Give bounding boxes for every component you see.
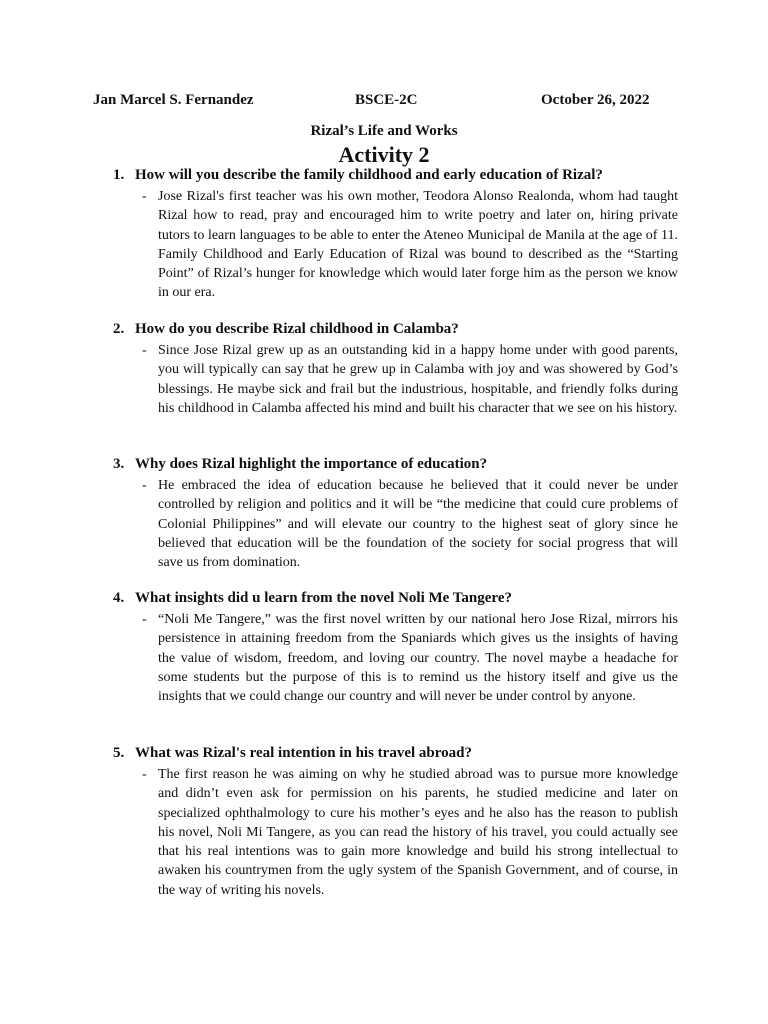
bullet-dash: - — [142, 612, 147, 627]
question-text: What was Rizal's real intention in his travel abroad? — [135, 745, 472, 761]
question-text: How will you describe the family childhood and early education of Rizal? — [135, 167, 603, 183]
answer-text: “Noli Me Tangere,” was the first novel written by our national hero Jose Rizal, mirrors his persistence in attaining freedom from the Spaniards which gives us the insights of having the value of wisdom, freedom, and loving our country. The novel maybe a headache for some students but the purpose of this is to remind us the history itself and give us the insights that we could change our country and will never be under control by anyone. — [158, 612, 678, 705]
question-number: 2. — [113, 321, 125, 337]
question-text: Why does Rizal highlight the importance of education? — [135, 456, 488, 472]
question-number: 1. — [113, 167, 125, 183]
answer-text: Since Jose Rizal grew up as an outstanding kid in a happy home under with good parents, you will typically can say that he grew up in Calamba with joy and was showered by God’s blessings. He maybe sick and frail but the industrious, hospitable, and friendly folks during his childhood in Calamba affected his mind and built his character that we see on his history. — [158, 343, 678, 416]
question-5 — [113, 745, 472, 762]
answer-text: Jose Rizal's first teacher was his own mother, Teodora Alonso Realonda, whom had taught Rizal how to read, pray and encouraged him to write poetry and later on, hiring private tutors to learn languages to be able to enter the Ateneo Municipal de Manila at the age of 11. Family Childhood and Early Education of Rizal was bound to described as the “Starting Point” of Rizal’s hunger for knowledge which would later forge him as the person we know in our era. — [158, 189, 678, 301]
document-date: October 26, 2022 — [541, 92, 650, 108]
subject-title: Rizal’s Life and Works — [310, 123, 458, 139]
question-text: How do you describe Rizal childhood in Calamba? — [135, 321, 459, 337]
bullet-dash: - — [142, 478, 147, 493]
question-number: 3. — [113, 456, 125, 472]
question-number: 5. — [113, 745, 125, 761]
answer-text: He embraced the idea of education because he believed that it could never be under controlled by religion and politics and it will be “the medicine that could cure problems of Colonial Philippines” and will elevate our country to the highest seat of glory since he believed that education will be the foundation of the society for social progress that will save us from domination. — [158, 478, 678, 571]
question-3 — [113, 456, 487, 473]
bullet-dash: - — [142, 343, 147, 358]
question-4 — [113, 590, 512, 607]
bullet-dash: - — [142, 767, 147, 782]
student-name: Jan Marcel S. Fernandez — [93, 92, 254, 108]
header-row — [0, 92, 768, 114]
course-section: BSCE-2C — [355, 92, 418, 108]
activity-title: Activity 2 — [338, 142, 430, 167]
question-1 — [113, 167, 603, 184]
question-number: 4. — [113, 590, 125, 606]
answer-text: The first reason he was aiming on why he studied abroad was to pursue more knowledge and didn’t even ask for permission on his parents, he studied medicine and later on specialized ophthalmology to cure his mother’s eyes and he also has the reason to publish his novel, Noli Mi Tangere, as you can read the history of his travel, you could actually see that his real intentions was to gain more knowledge and build his strong intellectual to awaken his countrymen from the ugly system of the Spanish Government, and of course, in the way of writing his novels. — [158, 767, 678, 898]
question-text: What insights did u learn from the novel Noli Me Tangere? — [135, 590, 512, 606]
question-2 — [113, 321, 459, 338]
bullet-dash: - — [142, 189, 147, 204]
